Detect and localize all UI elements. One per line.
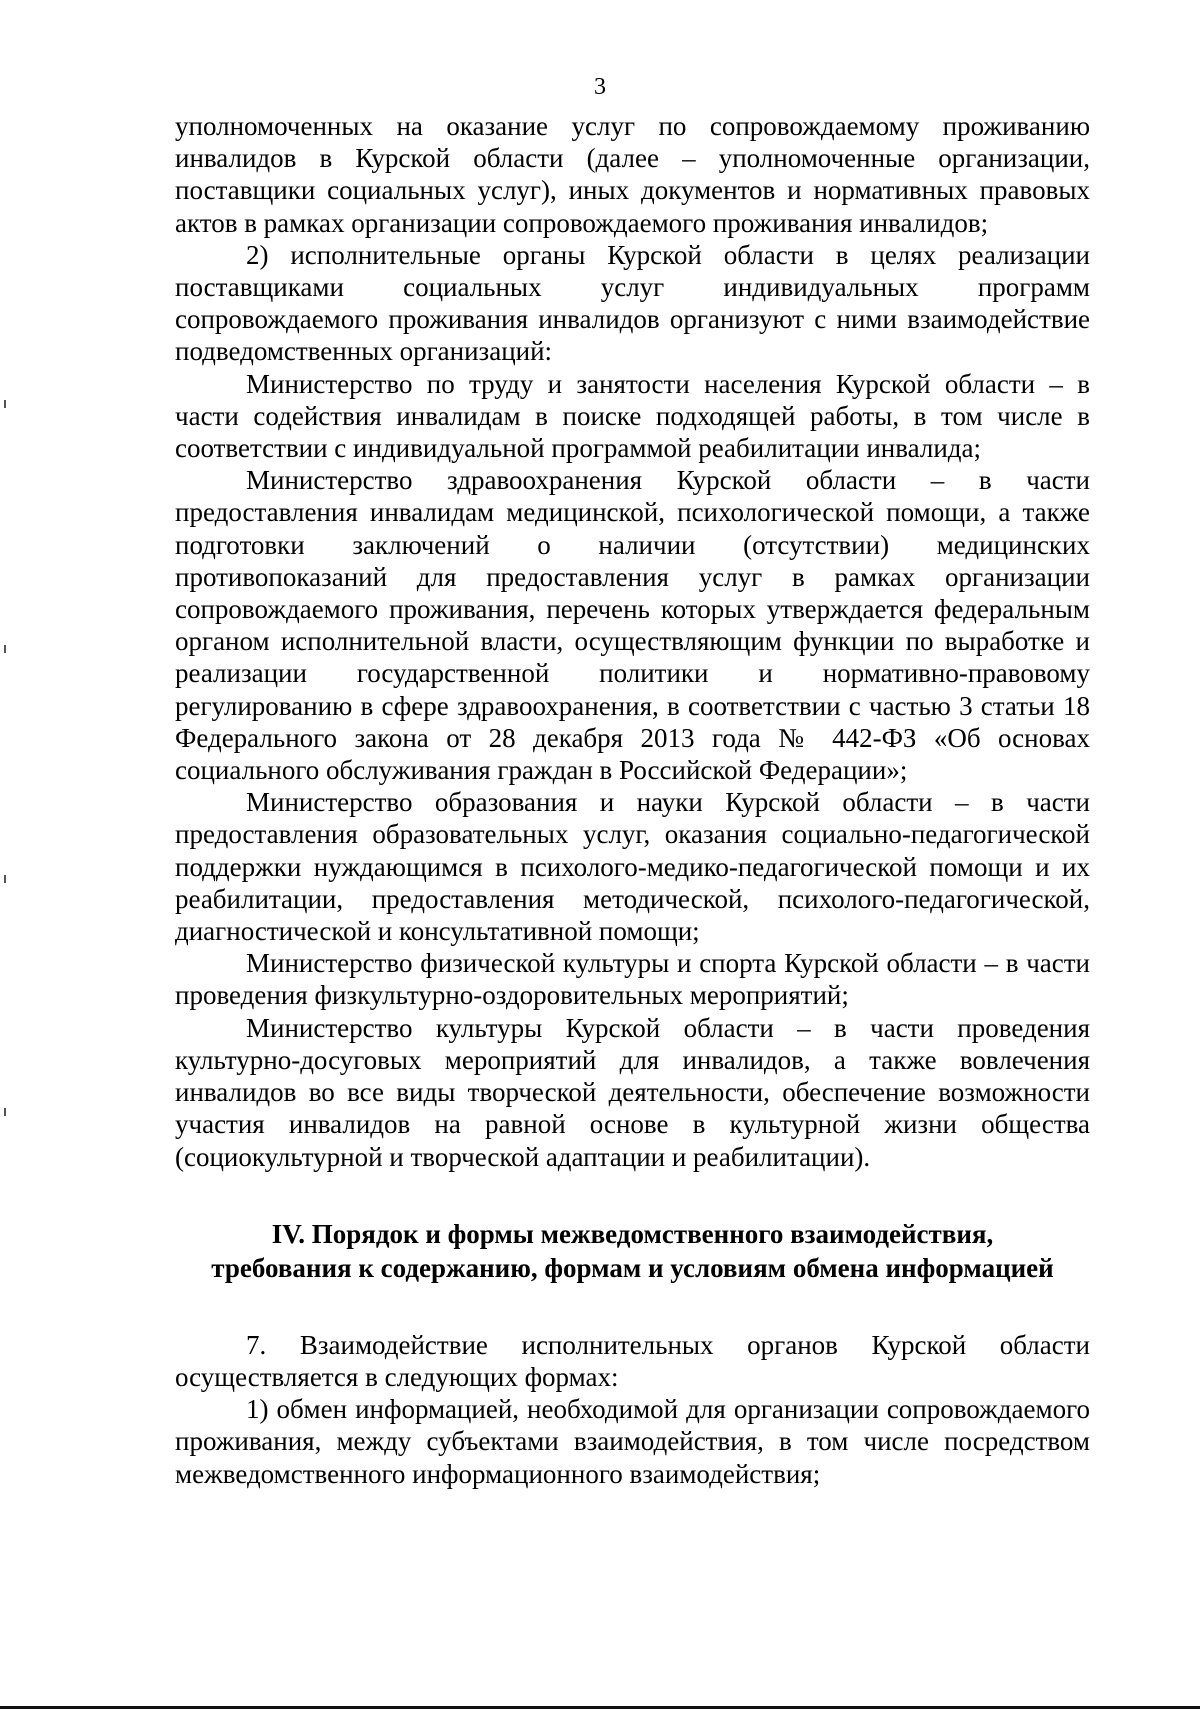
page-number: 3 bbox=[594, 74, 606, 100]
document-body bbox=[175, 110, 1090, 1490]
paragraph-ministry-education: Министерство образования и науки Курской области – в части предоставления образовательных услуг, оказания социально-педагогической поддержки нуждающимся в психолого-медико-педагогической помощи и их реабилитации, предоставления методической, психолого-педагогической, диагностической и консультативной помощи; bbox=[175, 787, 1090, 947]
bottom-edge-line bbox=[0, 1706, 1200, 1709]
section-heading-line-1: IV. Порядок и формы межведомственного взаимодействия, bbox=[271, 1218, 994, 1249]
paragraph-ministry-labor: Министерство по труду и занятости населения Курской области – в части содействия инвалидам в поиске подходящей работы, в том числе в соответствии с индивидуальной программой реабилитации инвалида; bbox=[175, 368, 1090, 464]
scan-artifact-mark bbox=[4, 400, 6, 408]
paragraph-ministry-health: Министерство здравоохранения Курской области – в части предоставления инвалидам медицинской, психологической помощи, а также подготовки заключений о наличии (отсутствии) медицинских противопоказаний для предоставления услуг в рамках организации сопровождаемого проживания, перечень которых утверждается федеральным органом исполнительной власти, осуществляющим функции по выработке и реализации государственной политики и нормативно-правовому регулированию в сфере здравоохранения, в соответствии с частью 3 статьи 18 Федерального закона от 28 декабря 2013 года № 442-ФЗ «Об основах социального обслуживания граждан в Российской Федерации»; bbox=[175, 465, 1090, 786]
paragraph-ministry-sport: Министерство физической культуры и спорта Курской области – в части проведения физкультурно-оздоровительных мероприятий; bbox=[175, 948, 1090, 1011]
paragraph-item-2: 2) исполнительные органы Курской области в целях реализации поставщиками социальных услуг индивидуальных программ сопровождаемого проживания инвалидов организуют с ними взаимодействие подведомственных организаций: bbox=[175, 239, 1090, 367]
paragraph-item-7: 7. Взаимодействие исполнительных органов Курской области осуществляется в следующих формах: bbox=[175, 1329, 1090, 1392]
paragraph-continuation: уполномоченных на оказание услуг по сопровождаемому проживанию инвалидов в Курской области (далее – уполномоченные организации, поставщики социальных услуг), иных документов и нормативных правовых актов в рамках организации сопровождаемого проживания инвалидов; bbox=[175, 111, 1090, 238]
scan-artifact-mark bbox=[4, 1108, 6, 1116]
section-heading-line-2: требования к содержанию, формам и условиям обмена информацией bbox=[211, 1252, 1054, 1283]
scan-artifact-mark bbox=[4, 645, 6, 653]
paragraph-ministry-culture: Министерство культуры Курской области – в части проведения культурно-досуговых мероприятий для инвалидов, а также вовлечения инвалидов во все виды творческой деятельности, обеспечение возможности участия инвалидов на равной основе в культурной жизни общества (социокультурной и творческой адаптации и реабилитации). bbox=[175, 1012, 1090, 1172]
scan-artifact-mark bbox=[4, 875, 6, 883]
section-heading bbox=[175, 1217, 1090, 1285]
paragraph-item-7-1: 1) обмен информацией, необходимой для организации сопровождаемого проживания, между субъектами взаимодействия, в том числе посредством межведомственного информационного взаимодействия; bbox=[175, 1394, 1090, 1489]
